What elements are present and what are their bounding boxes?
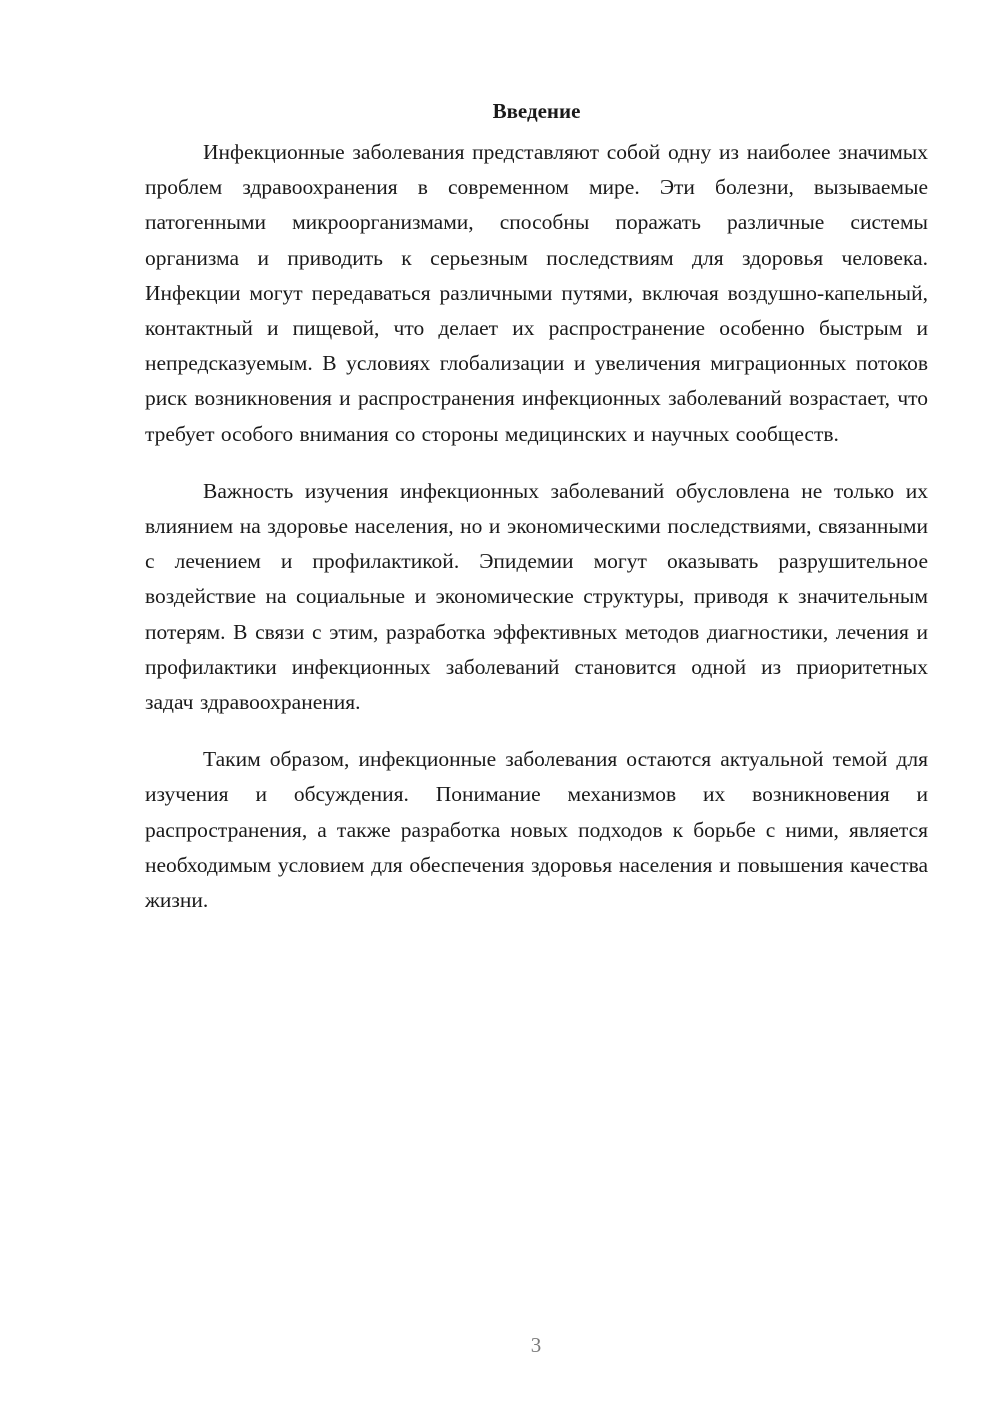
page-content	[145, 94, 928, 918]
paragraph-2: Важность изучения инфекционных заболеваний обусловлена не только их влиянием на здоровье населения, но и экономическими последствиями, связанными с лечением и профилактикой. Эпидемии могут оказывать разрушительное воздействие на социальные и экономические структуры, приводя к значительным потерям. В связи с этим, разработка эффективных методов диагностики, лечения и профилактики инфекционных заболеваний становится одной из приоритетных задач здравоохранения.	[145, 478, 928, 715]
paragraph-3: Таким образом, инфекционные заболевания остаются актуальной темой для изучения и обсуждения. Понимание механизмов их возникновения и распространения, а также разработка новых подходов к борьбе с ними, является необходимым условием для обеспечения здоровья населения и повышения качества жизни.	[145, 747, 928, 913]
section-heading: Введение	[492, 99, 581, 123]
paragraph-1: Инфекционные заболевания представляют собой одну из наиболее значимых проблем здравоохранения в современном мире. Эти болезни, вызываемые патогенными микроорганизмами, способны поражать различные системы организма и приводить к серьезным последствиям для здоровья человека. Инфекции могут передаваться различными путями, включая воздушно-капельный, контактный и пищевой, что делает их распространение особенно быстрым и непредсказуемым. В условиях глобализации и увеличения миграционных потоков риск возникновения и распространения инфекционных заболеваний возрастает, что требует особого внимания со стороны медицинских и научных сообществ.	[145, 140, 928, 446]
page-number: 3	[530, 1333, 542, 1357]
